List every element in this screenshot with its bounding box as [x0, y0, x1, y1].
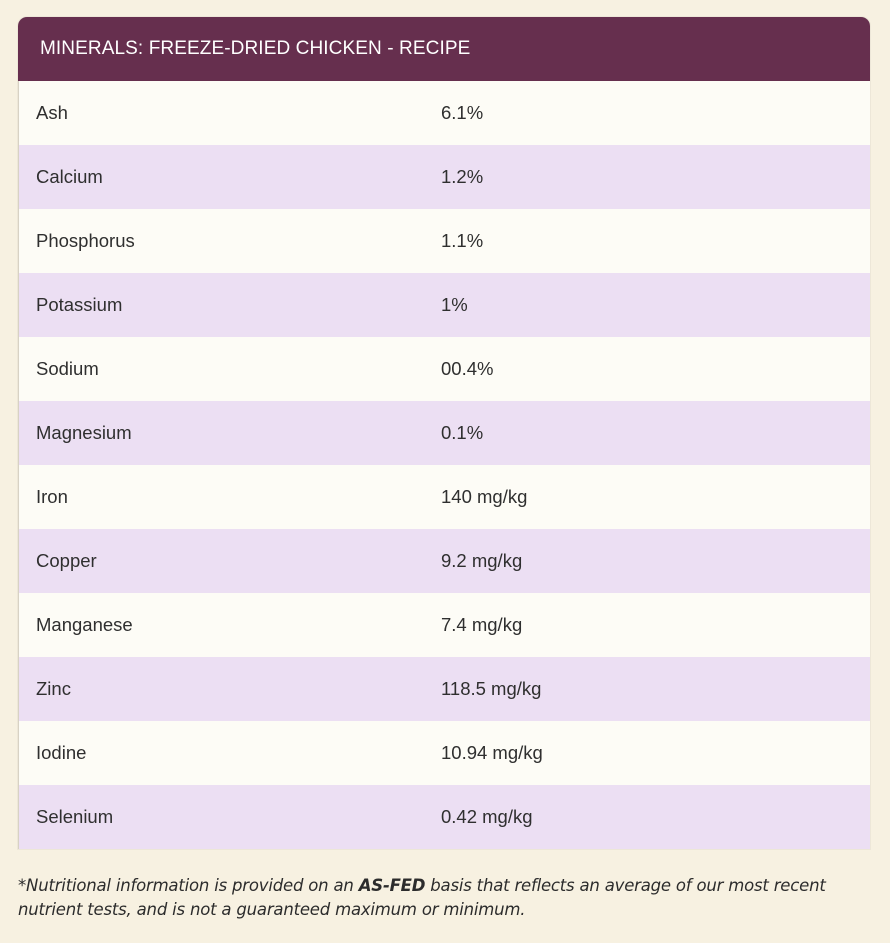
mineral-name: Zinc	[36, 678, 71, 699]
table-row	[18, 465, 870, 529]
mineral-name: Iron	[36, 486, 68, 507]
mineral-name: Manganese	[36, 614, 133, 635]
mineral-value: 140 mg/kg	[441, 486, 528, 507]
mineral-value: 0.1%	[441, 422, 484, 443]
mineral-value: 10.94 mg/kg	[441, 742, 543, 763]
mineral-name: Sodium	[36, 358, 99, 379]
table-row	[18, 593, 870, 657]
mineral-name: Calcium	[36, 166, 103, 187]
table-row	[18, 209, 870, 273]
footnote-text-start: *Nutritional information is provided on an	[18, 876, 359, 895]
mineral-name: Ash	[36, 102, 68, 123]
mineral-name: Copper	[36, 550, 97, 571]
table-row	[18, 273, 870, 337]
nutrition-footnote	[18, 874, 858, 922]
table-row	[18, 721, 870, 785]
mineral-value: 9.2 mg/kg	[441, 550, 523, 571]
mineral-name: Selenium	[36, 806, 114, 827]
table-row	[18, 785, 870, 849]
footnote-text-end: basis that reflects an average of our most recent nutrient tests, and is not a guaranteed maximum or minimum.	[18, 876, 826, 919]
table-title: MINERALS: FREEZE-DRIED CHICKEN - RECIPE	[18, 17, 870, 81]
table-row	[18, 337, 870, 401]
table-row	[18, 401, 870, 465]
footnote-emphasis: AS-FED	[358, 876, 426, 895]
mineral-value: 1.2%	[441, 166, 484, 187]
mineral-value: 00.4%	[441, 358, 494, 379]
mineral-name: Iodine	[36, 742, 87, 763]
mineral-value: 1.1%	[441, 230, 484, 251]
table-row	[18, 145, 870, 209]
table-row	[18, 529, 870, 593]
mineral-value: 7.4 mg/kg	[441, 614, 523, 635]
mineral-name: Phosphorus	[36, 230, 135, 251]
mineral-name: Magnesium	[36, 422, 132, 443]
table-row	[18, 81, 870, 145]
minerals-table	[18, 17, 870, 849]
mineral-value: 118.5 mg/kg	[441, 678, 542, 699]
mineral-value: 0.42 mg/kg	[441, 806, 533, 827]
table-row	[18, 657, 870, 721]
mineral-value: 1%	[441, 294, 468, 315]
mineral-value: 6.1%	[441, 102, 484, 123]
mineral-name: Potassium	[36, 294, 123, 315]
